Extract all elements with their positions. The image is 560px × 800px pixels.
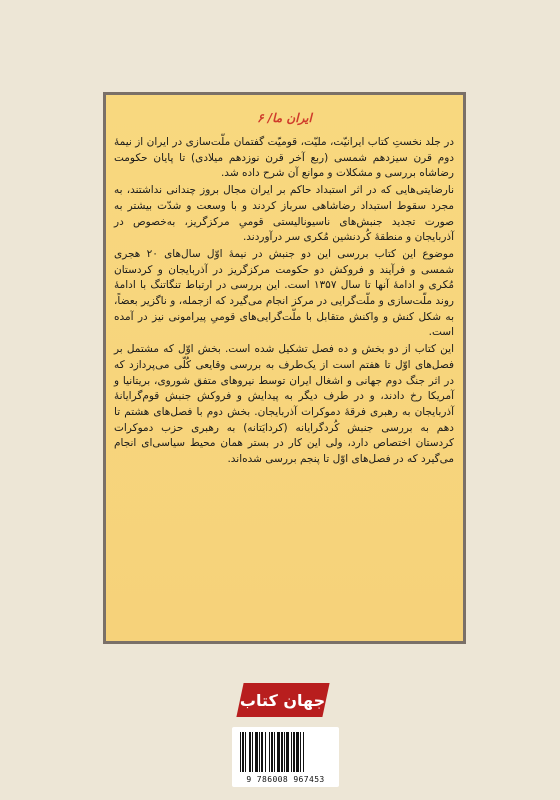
barcode-bar [277,732,280,772]
barcode-bar [286,732,289,772]
barcode-bar [284,732,285,772]
barcode-bar [291,732,292,772]
barcode-bar [252,732,253,772]
blurb-text [114,135,454,469]
series-title: ایران ما/ ۶ [257,111,312,125]
blurb-paragraph-1: در جلد نخستِ کتاب ایرانیّت، ملیّت، قومیّت گفتمان ملّت‌سازی در ایران از نیمهٔ دوم قرن سیزدهم شمسی (ربع آخر قرن نوزدهم میلادی) تا پایان حکومت رضاشاه بررسی و مشکلات و موانع آن شرح داده شد. [114,136,454,180]
barcode-bar [293,732,295,772]
barcode-bar [271,732,273,772]
barcode-bar [296,732,299,772]
barcode-bar [269,732,270,772]
isbn-number: 9 786008 967453 [246,775,325,784]
barcode-bar [242,732,244,772]
barcode-bar [261,732,263,772]
blurb-paragraph-2: نارضایتی‌هایی که در اثر استبداد حاکم بر ایران مجال بروز چندانی نداشتند، به مجرد سقوط استبداد رضاشاهی سرباز کردند و با وسعت و شدّت بیشتر به صورت تجدید جنبش‌های ناسیونالیستی قومیِ مرکزگریز، به‌خصوص در آذربایجان و منطقهٔ کُردنشین مُکری سر درآوردند. [114,184,454,244]
barcode-box [232,727,339,787]
barcode-bar [265,732,266,772]
barcode-bar [303,732,304,772]
publisher-logo [236,683,329,717]
publisher-logo-text: جهان کتاب [240,690,326,710]
barcode-bar [281,732,283,772]
barcode-bar [249,732,251,772]
barcode [239,732,332,772]
barcode-bar [300,732,301,772]
barcode-bar [259,732,260,772]
barcode-bar [255,732,258,772]
barcode-bar [240,732,241,772]
blurb-paragraph-3: موضوع این کتاب بررسی این دو جنبش در نیمهٔ اوّل سال‌های ۲۰ هجری شمسی و فرآیند و فروکش دو حکومت مرکزگریز در آذربایجان و کردستان مُکری و ادامهٔ آنها تا سال ۱۳۵۷ است. این بررسی در ارتباط تنگاتنگ با ادامهٔ روند ملّت‌سازی و ملّت‌گرایی در مرکز انجام می‌گیرد که ازجمله، و ناگزیر بعضاً، به شکل کنش و واکنش متقابل با ملّت‌گرایی‌های قومیِ پیرامونی نیز در آمده است. [114,247,454,339]
blurb-paragraph-4: این کتاب از دو بخش و ده فصل تشکیل شده است. بخش اوّل که مشتمل بر فصل‌های اوّل تا هفتم است از یک‌طرف به بررسی وقایعی کُلّی می‌پردازد که در اثر جنگ دوم جهانی و اشغال ایران توسط نیروهای متفق شوروی، بریتانیا و آمریکا رخ دادند، و در طرف دیگر به پیدایش و فروکش جنبش قوم‌گرایانهٔ آذربایجان به رهبری فرقهٔ دموکرات آذربایجان. بخش دوم با فصل‌های هشتم تا دهم به بررسی جنبش کُردگرایانه (کردایَتانه) به رهبری حزب دموکرات کردستان اختصاص دارد، ولی این کار در بستر همان محیط سیاسی‌ای انجام می‌گیرد که در فصل‌های اوّل تا پنجم بررسی شده‌اند. [114,343,454,466]
barcode-bar [274,732,275,772]
barcode-bar [245,732,246,772]
blurb-panel [103,92,466,644]
